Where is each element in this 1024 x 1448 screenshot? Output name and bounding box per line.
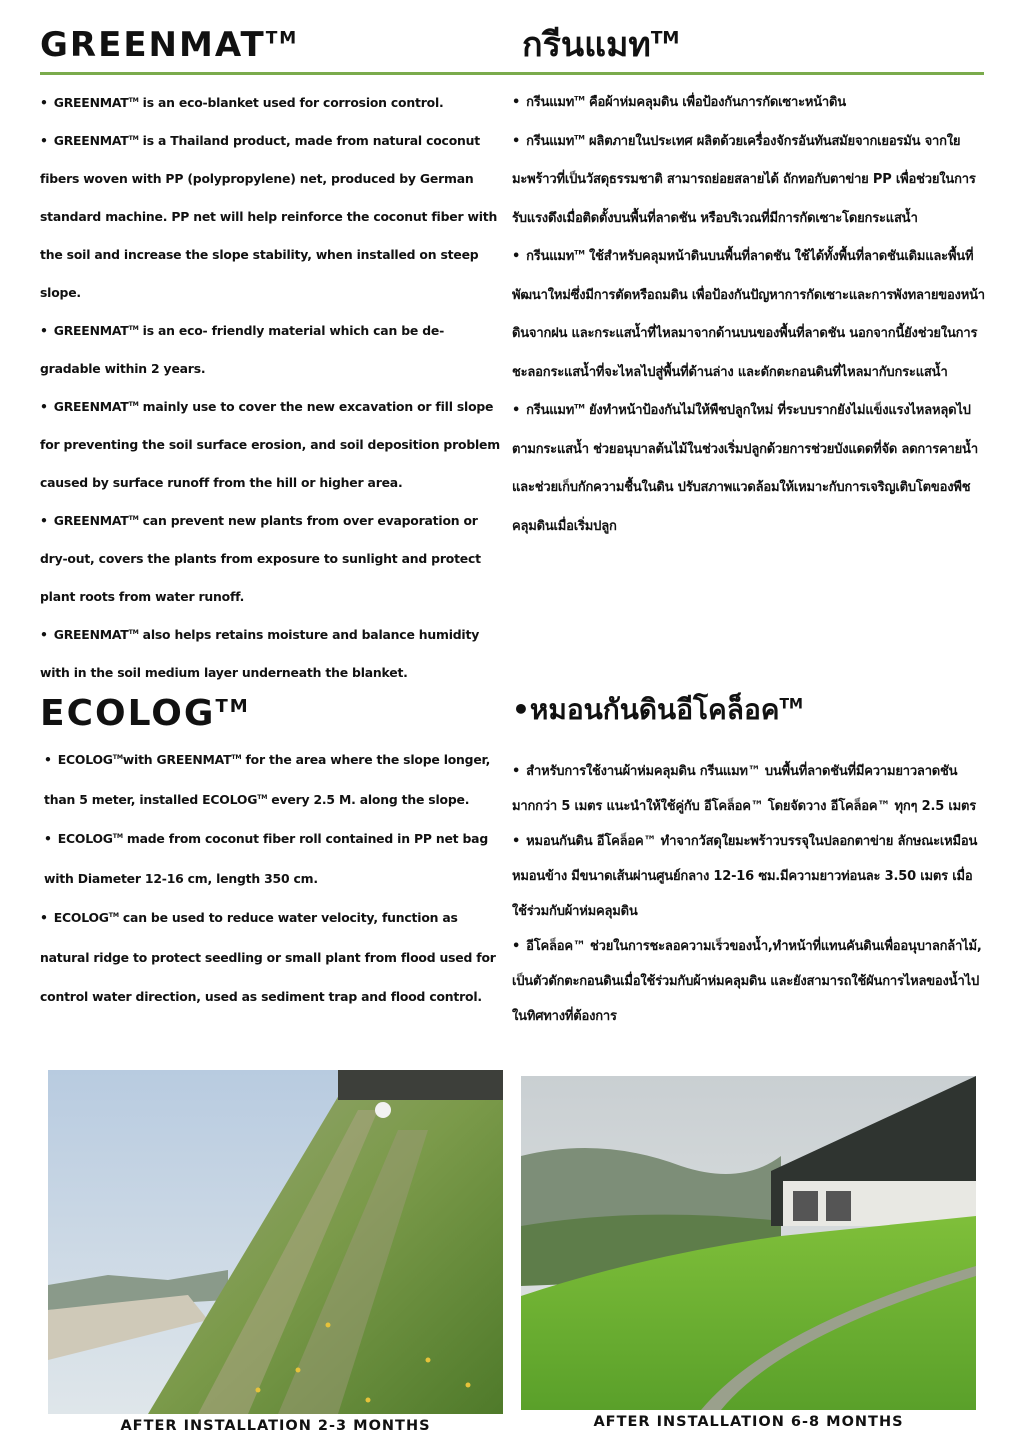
bullet: • <box>512 939 521 954</box>
bullet: • <box>40 323 48 338</box>
brand-ecolog: ECOLOG™ <box>53 910 119 925</box>
trademark-mark: TM <box>128 96 139 104</box>
bullet: • <box>40 910 48 925</box>
trademark-mark: TM <box>128 324 139 332</box>
bullet: • <box>512 249 521 264</box>
bullet: • <box>512 403 521 418</box>
item-text: also helps retains moisture and balance humidity with in the soil medium layer underneath the blanket. <box>40 627 480 680</box>
bullet: • <box>44 831 52 846</box>
item-text: every 2.5 M. along the slope. <box>267 791 470 807</box>
greenmat-en-item <box>40 616 502 692</box>
trademark-mark: TM <box>128 400 139 408</box>
bullet: • <box>40 513 48 528</box>
item-text: is an eco- friendly material which can be de-gradable within 2 years. <box>40 323 445 376</box>
left-photo-caption: AFTER INSTALLATION 2-3 MONTHS <box>120 1418 431 1434</box>
trademark-mark: TM <box>574 248 585 257</box>
item-text: can prevent new plants from over evaporation or dry-out, covers the plants from exposure to sunlight and protect plant roots from water runoff. <box>40 513 481 604</box>
trademark-mark: TM <box>231 753 242 761</box>
slope-photo-2-3-months-image <box>48 1070 503 1414</box>
item-text: อีโคล็อค™ ช่วยในการชะลอความเร็วของน้ำ,ทำหน้าที่แทนคันดินเพื่ออนุบาลกล้าไม้, เป็นตัวดักตะกอนดินเมื่อใช้ร่วมกับผ้าห่มคลุมดิน และยังสามารถใช้ผันการไหลของน้ำไปในทิศทางที่ต้องการ <box>512 939 982 1024</box>
item-text: with <box>122 752 157 767</box>
item-text: หมอนกันดิน อีโคล็อค™ ทำจากวัสดุใยมะพร้าวบรรจุในปลอกตาข่าย ลักษณะเหมือนหมอนข้าง มีขนาดเส้นผ่านศูนย์กลาง 12-16 ซม.มีความยาวท่อนละ 3.50 เมตร เมื่อใช้ร่วมกับผ้าห่มคลุมดิน <box>512 834 978 919</box>
trademark-mark: TM <box>112 753 123 761</box>
trademark-mark: TM <box>108 911 119 919</box>
greenmat-title: GREENMAT™ <box>40 25 299 65</box>
brand-greenmat-thai: กรีนแมท™ <box>526 94 585 110</box>
item-text: ผลิตภายในประเทศ ผลิตด้วยเครื่องจักรอันทันสมัยจากเยอรมัน จากใยมะพร้าวที่เป็นวัสดุธรรมชาติ สามารถย่อยสลายได้ ถักทอกับตาข่าย PP เพื่อช่วยในการรับแรงดึงเมื่อติดตั้งบนพื้นที่ลาดชัน หรือบริเวณที่มีการกัดเซาะโดยกระแสน้ำ <box>512 133 976 226</box>
brand-ecolog: ECOLOG™ <box>57 831 123 846</box>
bullet: • <box>44 752 52 767</box>
item-text: for the area where the slope longer, than 5 meter, installed <box>44 752 491 807</box>
item-text: is a Thailand product, made from natural coconut fibers woven with PP (polypropylene) net, produced by German standard machine. PP net will help reinforce the coconut fiber with the soil and increase the slope stability, when installed on steep slope. <box>40 133 498 300</box>
right-photo-caption: AFTER INSTALLATION 6-8 MONTHS <box>593 1414 904 1430</box>
greenmat-title-thai: กรีนแมท™ <box>522 25 680 65</box>
ecolog-thai-section <box>512 754 987 1034</box>
slope-photo-6-8-months-image <box>521 1076 976 1410</box>
header-divider <box>40 72 984 75</box>
trademark-mark: TM <box>257 793 268 801</box>
bullet: • <box>40 399 48 414</box>
ecolog-english-section <box>40 740 502 1017</box>
ecolog-th-item <box>512 754 987 824</box>
ecolog-en-item <box>40 740 502 819</box>
ecolog-en-item <box>40 819 502 898</box>
greenmat-english-section <box>40 84 502 692</box>
greenmat-th-item <box>512 123 987 239</box>
trademark-mark: TM <box>128 628 139 636</box>
brand-greenmat: GREENMAT™ <box>53 323 139 338</box>
slope-photo-2-3-months <box>48 1070 503 1414</box>
trademark-mark: TM <box>574 94 585 103</box>
bullet: • <box>40 95 48 110</box>
item-text: สำหรับการใช้งานผ้าห่มคลุมดิน กรีนแมท™ บนพื้นที่ลาดชันที่มีความยาวลาดชันมากกว่า 5 เมตร แนะนำให้ใช้คู่กับ อีโคล็อค™ โดยจัดวาง อีโคล็อค™ ทุกๆ 2.5 เมตร <box>512 764 977 814</box>
item-text: คือผ้าห่มคลุมดิน เพื่อป้องกันการกัดเซาะหน้าดิน <box>584 95 846 110</box>
trademark-mark: TM <box>128 134 139 142</box>
item-text: ใช้สำหรับคลุมหน้าดินบนพื้นที่ลาดชัน ใช้ได้ทั้งพื้นที่ลาดชันเดิมและพื้นที่พัฒนาใหม่ซึ่งมีการตัดหรือถมดิน เพื่อป้องกันปัญหาการกัดเซาะและการพังทลายของหน้าดินจากฝน และกระแสน้ำที่ไหลมาจากด้านบนของพื้นที่ลาดชัน นอกจากนี้ยังช่วยในการชะลอกระแสน้ำที่จะไหลไปสู่พื้นที่ด้านล่าง และดักตะกอนดินที่ไหลมากับกระแสน้ำ <box>512 249 985 380</box>
trademark-mark: TM <box>574 402 585 411</box>
ecolog-th-item <box>512 824 987 929</box>
greenmat-en-item <box>40 388 502 502</box>
bullet: • <box>512 834 521 849</box>
ecolog-title: ECOLOG™ <box>40 693 250 734</box>
greenmat-en-item <box>40 312 502 388</box>
bullet: • <box>512 133 521 149</box>
greenmat-th-item <box>512 238 987 392</box>
brand-greenmat: GREENMAT™ <box>53 627 139 642</box>
brand-ecolog: ECOLOG™ <box>57 752 123 767</box>
trademark-mark: TM <box>128 514 139 522</box>
brand-greenmat: GREENMAT™ <box>53 95 139 110</box>
brand-greenmat-thai: กรีนแมท™ <box>526 248 585 264</box>
ecolog-en-item <box>40 898 502 1017</box>
ecolog-th-item <box>512 929 987 1034</box>
bullet: • <box>512 764 521 779</box>
item-text: mainly use to cover the new excavation or fill slope for preventing the soil surface erosion, and soil deposition problem caused by surface runoff from the hill or higher area. <box>40 399 500 490</box>
brand-greenmat: GREENMAT™ <box>53 133 139 148</box>
brand-greenmat: GREENMAT™ <box>53 513 139 528</box>
brand-greenmat-thai: กรีนแมท™ <box>526 402 585 418</box>
greenmat-thai-section <box>512 84 987 546</box>
brand-greenmat: GREENMAT™ <box>156 752 242 767</box>
bullet: • <box>40 133 48 148</box>
greenmat-en-item <box>40 502 502 616</box>
trademark-mark: TM <box>112 832 123 840</box>
ecolog-title-thai: •หมอนกันดินอีโคล็อค™ <box>512 693 803 726</box>
item-text: is an eco-blanket used for corrosion control. <box>138 95 444 110</box>
greenmat-th-item <box>512 84 987 123</box>
item-text: can be used to reduce water velocity, function as natural ridge to protect seedling or small plant from flood used for control water direction, used as sediment trap and flood control. <box>40 910 496 1004</box>
brand-ecolog: ECOLOG™ <box>202 791 268 807</box>
bullet: • <box>40 627 48 642</box>
brand-greenmat-thai: กรีนแมท™ <box>526 133 585 149</box>
item-text: made from coconut fiber roll contained in PP net bag with Diameter 12-16 cm, length 350 cm. <box>44 831 488 886</box>
slope-photo-6-8-months <box>521 1076 976 1410</box>
bullet: • <box>512 95 521 110</box>
greenmat-en-item <box>40 122 502 312</box>
trademark-mark: TM <box>574 133 585 142</box>
brand-greenmat: GREENMAT™ <box>53 399 139 414</box>
greenmat-en-item <box>40 84 502 122</box>
item-text: ยังทำหน้าป้องกันไม่ให้พืชปลูกใหม่ ที่ระบบรากยังไม่แข็งแรงไหลหลุดไปตามกระแสน้ำ ช่วยอนุบาลต้นไม้ในช่วงเริ่มปลูกด้วยการช่วยบังแดดที่จัด ลดการคายน้ำ และช่วยเก็บกักความชื้นในดิน ปรับสภาพแวดล้อมให้เหมาะกับการเจริญเติบโตของพืชคลุมดินเมื่อเริ่มปลูก <box>512 403 978 534</box>
greenmat-th-item <box>512 392 987 546</box>
